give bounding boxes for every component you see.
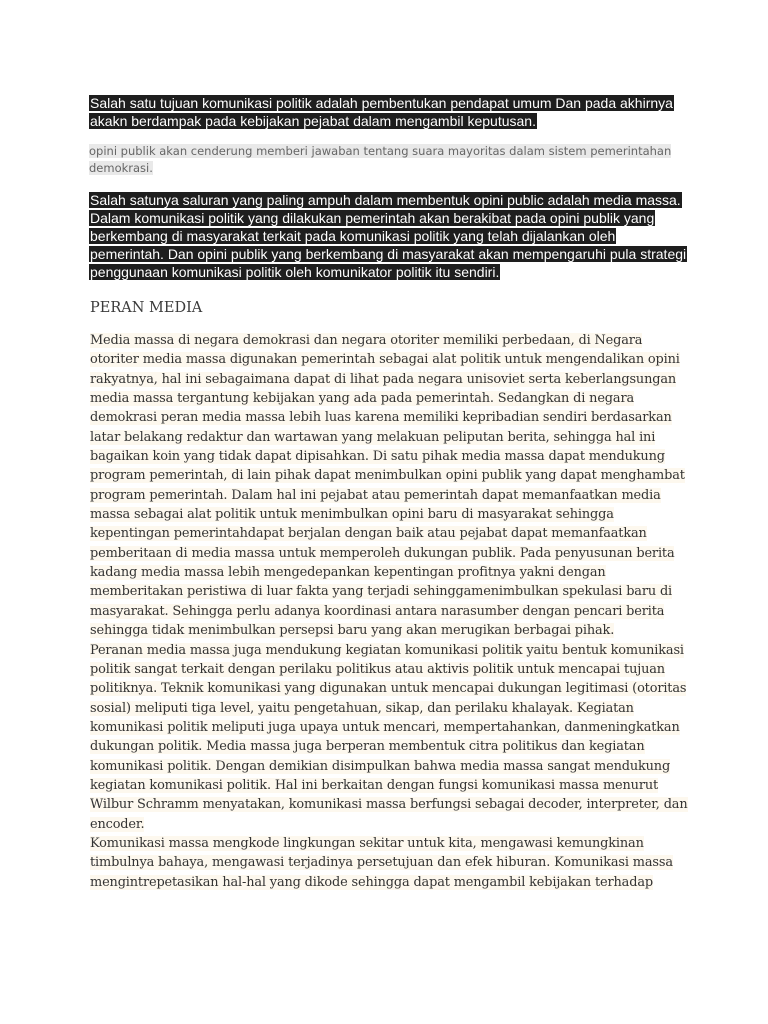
paragraph-3-text: Salah satunya saluran yang paling ampuh dalam membentuk opini public adalah media massa. Dalam komunikasi politik yang dilakukan pemerintah akan berakibat pada opini publik yang berkembang di masyarakat terkait pada komunikasi politik yang telah dijalankan oleh pemerintah. Dan opini publik yang berkembang di masyarakat akan mempengaruhi pula strategi penggunaan komunikasi politik oleh komunikator politik itu sendiri.	[90, 192, 687, 280]
grey-paragraph	[89, 143, 689, 177]
paragraph-2-text: opini publik akan cenderung memberi jawaban tentang suara mayoritas dalam sistem pemerintahan demokrasi.	[89, 144, 672, 175]
body-text	[90, 331, 690, 892]
section-heading: PERAN MEDIA	[90, 300, 203, 316]
paragraph-1-text: Salah satu tujuan komunikasi politik adalah pembentukan pendapat umum Dan pada akhirnya akakn berdampak pada kebijakan pejabat dalam mengambil keputusan.	[90, 95, 673, 129]
highlighted-paragraph-2	[89, 191, 689, 281]
body-text-content: Media massa di negara demokrasi dan negara otoriter memiliki perbedaan, di Negara otoriter media massa digunakan pemerintah sebagai alat politik untuk mengendalikan opini rakyatnya, hal ini sebagaimana dapat di lihat pada negara unisoviet serta keberlangsungan media massa tergantung kebijakan yang ada pada pemerintah. Sedangkan di negara demokrasi peran media massa lebih luas karena memiliki kepribadian sendiri berdasarkan latar belakang redaktur dan wartawan yang melakuan peliputan berita, sehingga hal ini bagaikan koin yang tidak dapat dipisahkan. Di satu pihak media massa dapat mendukung program pemerintah, di lain pihak dapat menimbulkan opini publik yang dapat menghambat program pemerintah. Dalam hal ini pejabat atau pemerintah dapat memanfaatkan media massa sebagai alat politik untuk menimbulkan opini baru di masyarakat sehingga kepentingan pemerintahdapat berjalan dengan baik atau pejabat dapat memanfaatkan pemberitaan di media massa untuk memperoleh dukungan publik. Pada penyusunan berita kadang media massa lebih mengedepankan kepentingan profitnya yakni dengan memberitakan peristiwa di luar fakta yang terjadi sehinggamenimbulkan spekulasi baru di masyarakat. Sehingga perlu adanya koordinasi antara narasumber dengan pencari berita sehingga tidak menimbulkan persepsi baru yang akan merugikan berbagai pihak. Peranan media massa juga mendukung kegiatan komunikasi politik yaitu bentuk komunikasi politik sangat terkait dengan perilaku politikus atau aktivis politik untuk mencapai tujuan politiknya. Teknik komunikasi yang digunakan untuk mencapai dukungan legitimasi (otoritas sosial) meliputi tiga level, yaitu pengetahuan, sikap, dan perilaku khalayak. Kegiatan komunikasi politik meliputi juga upaya untuk mencari, mempertahankan, danmeningkatkan dukungan politik. Media massa juga berperan membentuk citra politikus dan kegiatan komunikasi politik. Dengan demikian disimpulkan bahwa media massa sangat mendukung kegiatan komunikasi politik. Hal ini berkaitan dengan fungsi komunikasi massa menurut Wilbur Schramm menyatakan, komunikasi massa berfungsi sebagai decoder, interpreter, dan encoder. Komunikasi massa mengkode lingkungan sekitar untuk kita, mengawasi kemungkinan timbulnya bahaya, mengawasi terjadinya persetujuan dan efek hiburan. Komunikasi massa mengintrepetasikan hal-hal yang dikode sehingga dapat mengambil kebijakan terhadap	[90, 333, 688, 890]
highlighted-paragraph-1	[89, 94, 689, 130]
